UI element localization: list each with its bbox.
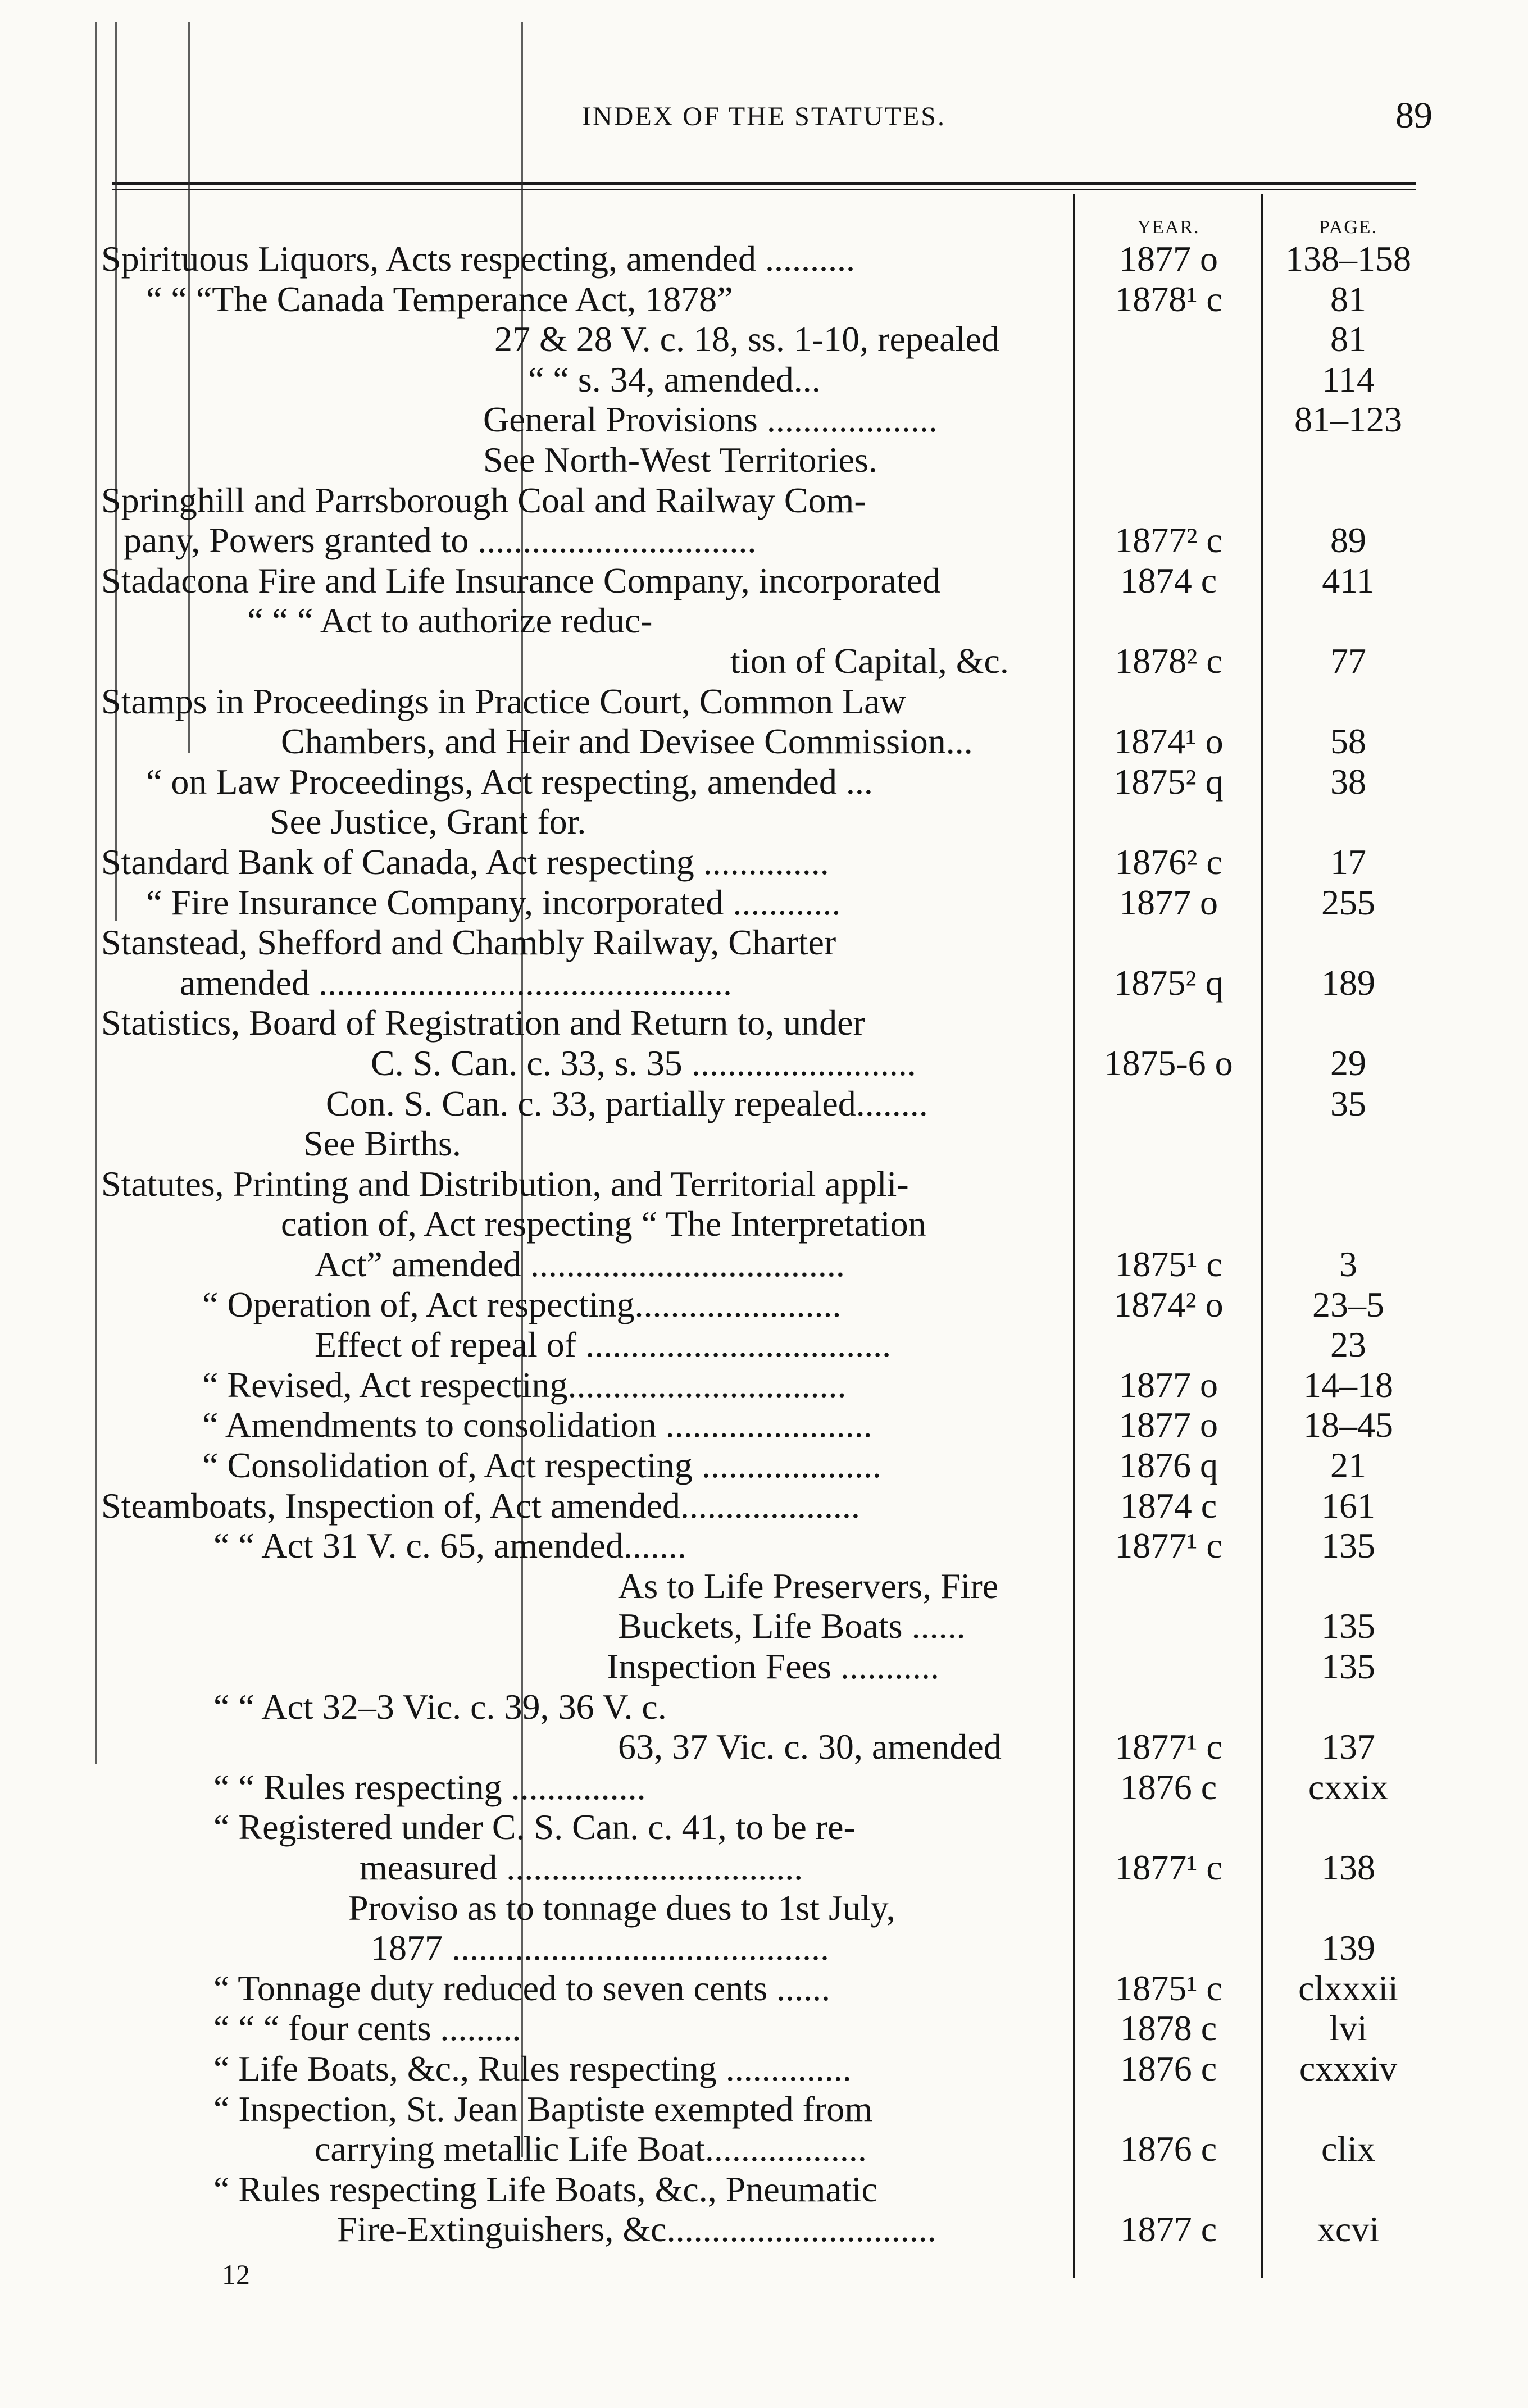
index-entry xyxy=(0,239,1528,279)
index-entry xyxy=(0,1244,1528,1285)
entry-page: lvi xyxy=(1329,2008,1367,2049)
entry-page: 114 xyxy=(1322,359,1375,399)
entry-year: 1877¹ c xyxy=(1115,1727,1222,1767)
index-entry xyxy=(0,359,1528,400)
index-entry xyxy=(0,2049,1528,2089)
running-title: INDEX OF THE STATUTES. xyxy=(582,102,946,131)
entry-year: 1875² q xyxy=(1113,761,1224,802)
signature-mark: 12 xyxy=(222,2259,250,2290)
entry-page: cxxxiv xyxy=(1299,2049,1398,2088)
entry-text: “ “ Act 32–3 Vic. c. 39, 36 V. c. xyxy=(213,1686,667,1727)
header-rule-top xyxy=(112,182,1416,185)
entry-page: 189 xyxy=(1321,962,1375,1003)
entry-year: 1875² q xyxy=(1113,962,1224,1003)
index-entry xyxy=(0,1888,1528,1928)
index-entry xyxy=(0,1043,1528,1084)
entry-page: cxxix xyxy=(1308,1767,1389,1807)
entry-text: See Births. xyxy=(303,1123,461,1164)
entry-text: “ Revised, Act respecting............................... xyxy=(202,1364,847,1405)
index-entry xyxy=(0,1566,1528,1606)
entry-text: Effect of repeal of .................................. xyxy=(315,1324,892,1365)
entry-page: 411 xyxy=(1322,560,1375,600)
entry-text: Steamboats, Inspection of, Act amended.................... xyxy=(101,1485,860,1526)
entry-text: “ Consolidation of, Act respecting .................... xyxy=(202,1445,881,1485)
entry-text: General Provisions ................... xyxy=(483,399,938,440)
index-entry xyxy=(0,399,1528,440)
page-header xyxy=(0,94,1528,145)
index-entry xyxy=(0,1928,1528,1968)
entry-year: 1877 c xyxy=(1120,2209,1217,2250)
page-number: 89 xyxy=(1395,95,1432,136)
entry-page: 29 xyxy=(1330,1043,1366,1083)
entry-page: clxxxii xyxy=(1298,1968,1398,2008)
entry-text: pany, Powers granted to ............................... xyxy=(124,520,757,561)
entry-year: 1878² c xyxy=(1115,641,1222,681)
entry-year: 1876 c xyxy=(1120,2129,1217,2169)
entry-text: 63, 37 Vic. c. 30, amended xyxy=(618,1727,1002,1767)
entry-text: Stadacona Fire and Life Insurance Company, incorporated xyxy=(101,560,940,600)
entry-year: 1877 o xyxy=(1119,239,1218,279)
entry-page: 139 xyxy=(1321,1928,1375,1968)
entry-page: 58 xyxy=(1330,721,1366,762)
index-entry xyxy=(0,721,1528,762)
entry-year: 1878 c xyxy=(1120,2008,1217,2049)
entry-year: 1874 c xyxy=(1120,1485,1217,1526)
entry-year: 1875¹ c xyxy=(1115,1968,1222,2008)
entry-year: 1877 o xyxy=(1119,1364,1218,1405)
entry-year: 1877 o xyxy=(1119,1405,1218,1445)
index-entry xyxy=(0,2129,1528,2169)
entry-year: 1874 c xyxy=(1120,560,1217,600)
entry-page: 38 xyxy=(1330,761,1366,802)
index-entry xyxy=(0,1526,1528,1566)
entry-text: 1877 .......................................... xyxy=(371,1928,829,1968)
year-column-heading: YEAR. xyxy=(1137,217,1200,238)
index-entry xyxy=(0,1606,1528,1646)
entry-year: 1874¹ o xyxy=(1113,721,1224,762)
entry-page: 18–45 xyxy=(1303,1405,1393,1445)
entry-page: clix xyxy=(1321,2129,1375,2169)
entry-page: 17 xyxy=(1330,842,1366,882)
index-entry xyxy=(0,681,1528,722)
index-entry xyxy=(0,2008,1528,2049)
index-entry xyxy=(0,1204,1528,1244)
entry-text: C. S. Can. c. 33, s. 35 ......................... xyxy=(371,1043,916,1083)
entry-year: 1875¹ c xyxy=(1115,1244,1222,1284)
index-entry xyxy=(0,963,1528,1003)
entry-page: 3 xyxy=(1339,1244,1357,1284)
index-entry xyxy=(0,1405,1528,1445)
entry-page: 138 xyxy=(1321,1847,1375,1887)
entry-text: carrying metallic Life Boat.................. xyxy=(315,2129,867,2169)
header-rule-bottom xyxy=(112,189,1416,190)
entry-text: Statutes, Printing and Distribution, and Territorial appli- xyxy=(101,1163,909,1204)
entry-text: “ Operation of, Act respecting....................... xyxy=(202,1284,842,1324)
entry-text: “ Tonnage duty reduced to seven cents ...... xyxy=(213,1968,830,2008)
index-entry xyxy=(0,2169,1528,2210)
entry-page: 23 xyxy=(1330,1324,1366,1365)
index-entry xyxy=(0,2089,1528,2129)
entry-page: 77 xyxy=(1330,641,1366,681)
index-entry xyxy=(0,600,1528,641)
entry-year: 1875-6 o xyxy=(1104,1043,1233,1083)
index-entry xyxy=(0,1365,1528,1405)
entry-year: 1877¹ c xyxy=(1115,1526,1222,1566)
entry-text: “ Inspection, St. Jean Baptiste exempted from xyxy=(213,2088,873,2129)
entry-text: Proviso as to tonnage dues to 1st July, xyxy=(348,1887,895,1928)
entry-page: 35 xyxy=(1330,1083,1366,1123)
page-column-heading: PAGE. xyxy=(1318,217,1378,238)
index-entry xyxy=(0,762,1528,802)
entry-text: “ on Law Proceedings, Act respecting, amended ... xyxy=(146,761,873,802)
index-entry xyxy=(0,1003,1528,1043)
entry-page: 138–158 xyxy=(1285,239,1411,279)
index-entry xyxy=(0,641,1528,681)
entry-page: 135 xyxy=(1321,1526,1375,1566)
index-entry xyxy=(0,1687,1528,1727)
entry-page: 255 xyxy=(1321,882,1375,922)
index-entry xyxy=(0,1084,1528,1124)
entry-text: “ “ Rules respecting ............... xyxy=(213,1767,646,1807)
entry-text: Springhill and Parrsborough Coal and Railway Com- xyxy=(101,480,866,520)
entry-page: xcvi xyxy=(1317,2209,1380,2250)
entry-year: 1876 q xyxy=(1119,1445,1218,1485)
entry-page: 81–123 xyxy=(1294,399,1402,440)
index-entry xyxy=(0,1847,1528,1888)
entry-text: “ Amendments to consolidation ....................... xyxy=(202,1405,872,1445)
entry-page: 161 xyxy=(1321,1485,1375,1526)
entry-year: 1874² o xyxy=(1113,1284,1224,1324)
index-entry xyxy=(0,2209,1528,2250)
entry-text: Buckets, Life Boats ...... xyxy=(618,1606,966,1646)
entry-year: 1876² c xyxy=(1115,842,1222,882)
entry-text: 27 & 28 V. c. 18, ss. 1-10, repealed xyxy=(494,319,999,359)
index-entry xyxy=(0,520,1528,561)
entry-text: “ “ “ four cents ......... xyxy=(213,2008,521,2049)
index-entry xyxy=(0,1324,1528,1365)
entry-page: 81 xyxy=(1330,279,1366,319)
entry-text: See North-West Territories. xyxy=(483,440,877,480)
entry-text: Inspection Fees ........... xyxy=(607,1646,939,1686)
index-entry xyxy=(0,1727,1528,1767)
entry-year: 1876 c xyxy=(1120,2049,1217,2088)
entry-text: cation of, Act respecting “ The Interpretation xyxy=(281,1204,926,1244)
entry-year: 1876 c xyxy=(1120,1767,1217,1807)
entry-page: 21 xyxy=(1330,1445,1366,1485)
entry-text: measured ................................. xyxy=(360,1847,803,1887)
entry-text: “ Life Boats, &c., Rules respecting .............. xyxy=(213,2049,852,2088)
entry-text: Fire-Extinguishers, &c.............................. xyxy=(337,2209,936,2250)
entry-text: “ Fire Insurance Company, incorporated ............ xyxy=(146,882,841,922)
index-entry xyxy=(0,802,1528,842)
entry-text: “ “ “The Canada Temperance Act, 1878” xyxy=(146,279,733,319)
entry-text: “ Registered under C. S. Can. c. 41, to be re- xyxy=(213,1807,856,1847)
entry-text: Stamps in Proceedings in Practice Court, Common Law xyxy=(101,681,906,721)
entry-text: Con. S. Can. c. 33, partially repealed........ xyxy=(326,1083,928,1123)
entry-year: 1877¹ c xyxy=(1115,1847,1222,1887)
entry-page: 14–18 xyxy=(1303,1364,1393,1405)
index-entry xyxy=(0,319,1528,359)
entry-text: Statistics, Board of Registration and Return to, under xyxy=(101,1003,865,1043)
entry-page: 81 xyxy=(1330,319,1366,359)
index-entry xyxy=(0,922,1528,963)
entry-page: 135 xyxy=(1321,1606,1375,1646)
entry-text: Act” amended ................................... xyxy=(315,1244,845,1284)
entry-text: tion of Capital, &c. xyxy=(730,641,1009,681)
entry-text: See Justice, Grant for. xyxy=(270,802,586,842)
entry-year: 1878¹ c xyxy=(1115,279,1222,319)
index-entry xyxy=(0,1646,1528,1687)
index-entry xyxy=(0,1285,1528,1325)
entry-page: 137 xyxy=(1321,1727,1375,1767)
entry-text: amended .............................................. xyxy=(180,962,732,1003)
entry-year: 1877² c xyxy=(1115,520,1222,561)
index-entry xyxy=(0,1164,1528,1204)
index-entry xyxy=(0,842,1528,882)
index-entry xyxy=(0,882,1528,923)
entry-year: 1877 o xyxy=(1119,882,1218,922)
index-entry xyxy=(0,561,1528,601)
entry-page: 23–5 xyxy=(1312,1284,1384,1324)
entry-text: Chambers, and Heir and Devisee Commission... xyxy=(281,721,973,762)
entry-page: 135 xyxy=(1321,1646,1375,1686)
entry-page: 89 xyxy=(1330,520,1366,561)
entry-text: Standard Bank of Canada, Act respecting .............. xyxy=(101,842,829,882)
entry-text: “ “ Act 31 V. c. 65, amended....... xyxy=(213,1526,686,1566)
entry-text: “ “ “ Act to authorize reduc- xyxy=(247,600,653,641)
index-entry xyxy=(0,1445,1528,1486)
entry-text: As to Life Preservers, Fire xyxy=(618,1565,999,1606)
entry-text: Stanstead, Shefford and Chambly Railway, Charter xyxy=(101,922,836,963)
index-entry xyxy=(0,1968,1528,2009)
entry-text: Spirituous Liquors, Acts respecting, amended .......... xyxy=(101,239,856,279)
index-entry xyxy=(0,1486,1528,1526)
index-entry xyxy=(0,279,1528,320)
entry-text: “ “ s. 34, amended... xyxy=(528,359,821,399)
index-entry xyxy=(0,1123,1528,1164)
index-entry xyxy=(0,1767,1528,1808)
index-entry xyxy=(0,440,1528,480)
entry-text: “ Rules respecting Life Boats, &c., Pneumatic xyxy=(213,2169,877,2209)
index-entry xyxy=(0,480,1528,521)
index-entry xyxy=(0,1807,1528,1847)
